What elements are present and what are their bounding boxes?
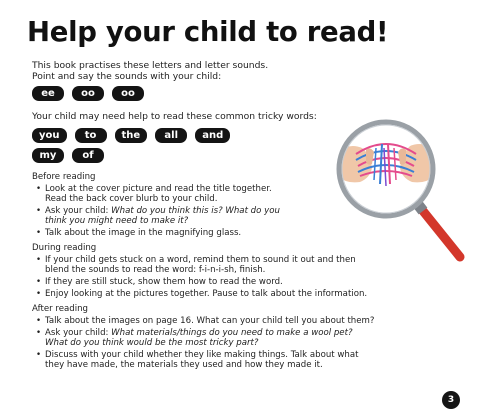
tricky-word-pill: of: [72, 148, 104, 163]
bullet-item: • Ask your child: What materials/things do you need to make a wool pet? What do you think would be the most tricky part?: [32, 328, 442, 348]
tricky-word-pills-row-1: [32, 128, 238, 143]
page-number-badge: 3: [442, 391, 460, 409]
tricky-word-pill: you: [32, 128, 67, 143]
page-title: Help your child to read!: [27, 16, 389, 48]
bullet-item: • Enjoy looking at the pictures together. Pause to talk about the information.: [32, 289, 442, 299]
bullet-item: • Talk about the image in the magnifying glass.: [32, 228, 442, 238]
intro-text: [32, 60, 332, 82]
section-heading: Before reading: [32, 172, 96, 182]
tricky-word-pill: to: [75, 128, 107, 143]
sound-pills: [32, 86, 152, 101]
section-heading: After reading: [32, 304, 89, 314]
bullet-item: • Ask your child: What do you think this is? What do you think you might need to make it?: [32, 206, 442, 226]
bullet-item: • If your child gets stuck on a word, remind them to sound it out and then blend the sounds to read the word: f-i-n-i-sh, finish.: [32, 255, 442, 275]
bullet-item: • Talk about the images on page 16. What can your child tell you about them?: [32, 316, 442, 326]
intro-line-2: Point and say the sounds with your child:: [32, 71, 222, 82]
bullet-item: • Look at the cover picture and read the title together. Read the back cover blurb to your child.: [32, 184, 442, 204]
sound-pill: ee: [32, 86, 64, 101]
bullet-item: • If they are still stuck, show them how to read the word.: [32, 277, 442, 287]
intro-line-1: This book practises these letters and letter sounds.: [32, 60, 269, 71]
magnifier-handle: [419, 206, 460, 257]
sound-pill: oo: [72, 86, 104, 101]
tricky-word-pill: my: [32, 148, 64, 163]
tricky-word-pill: all: [155, 128, 187, 143]
magnifying-glass-illustration: [326, 114, 476, 274]
tricky-word-pill: the: [115, 128, 148, 143]
bullet-item: • Discuss with your child whether they like making things. Talk about what they have made, the materials they used and how they made it.: [32, 350, 442, 370]
tricky-word-pills-row-2: [32, 148, 112, 163]
section-heading: During reading: [32, 243, 97, 253]
after-reading-section: [32, 304, 442, 370]
tricky-words-intro: Your child may need help to read these common tricky words:: [32, 111, 317, 122]
tricky-word-pill: and: [195, 128, 230, 143]
sound-pill: oo: [112, 86, 144, 101]
